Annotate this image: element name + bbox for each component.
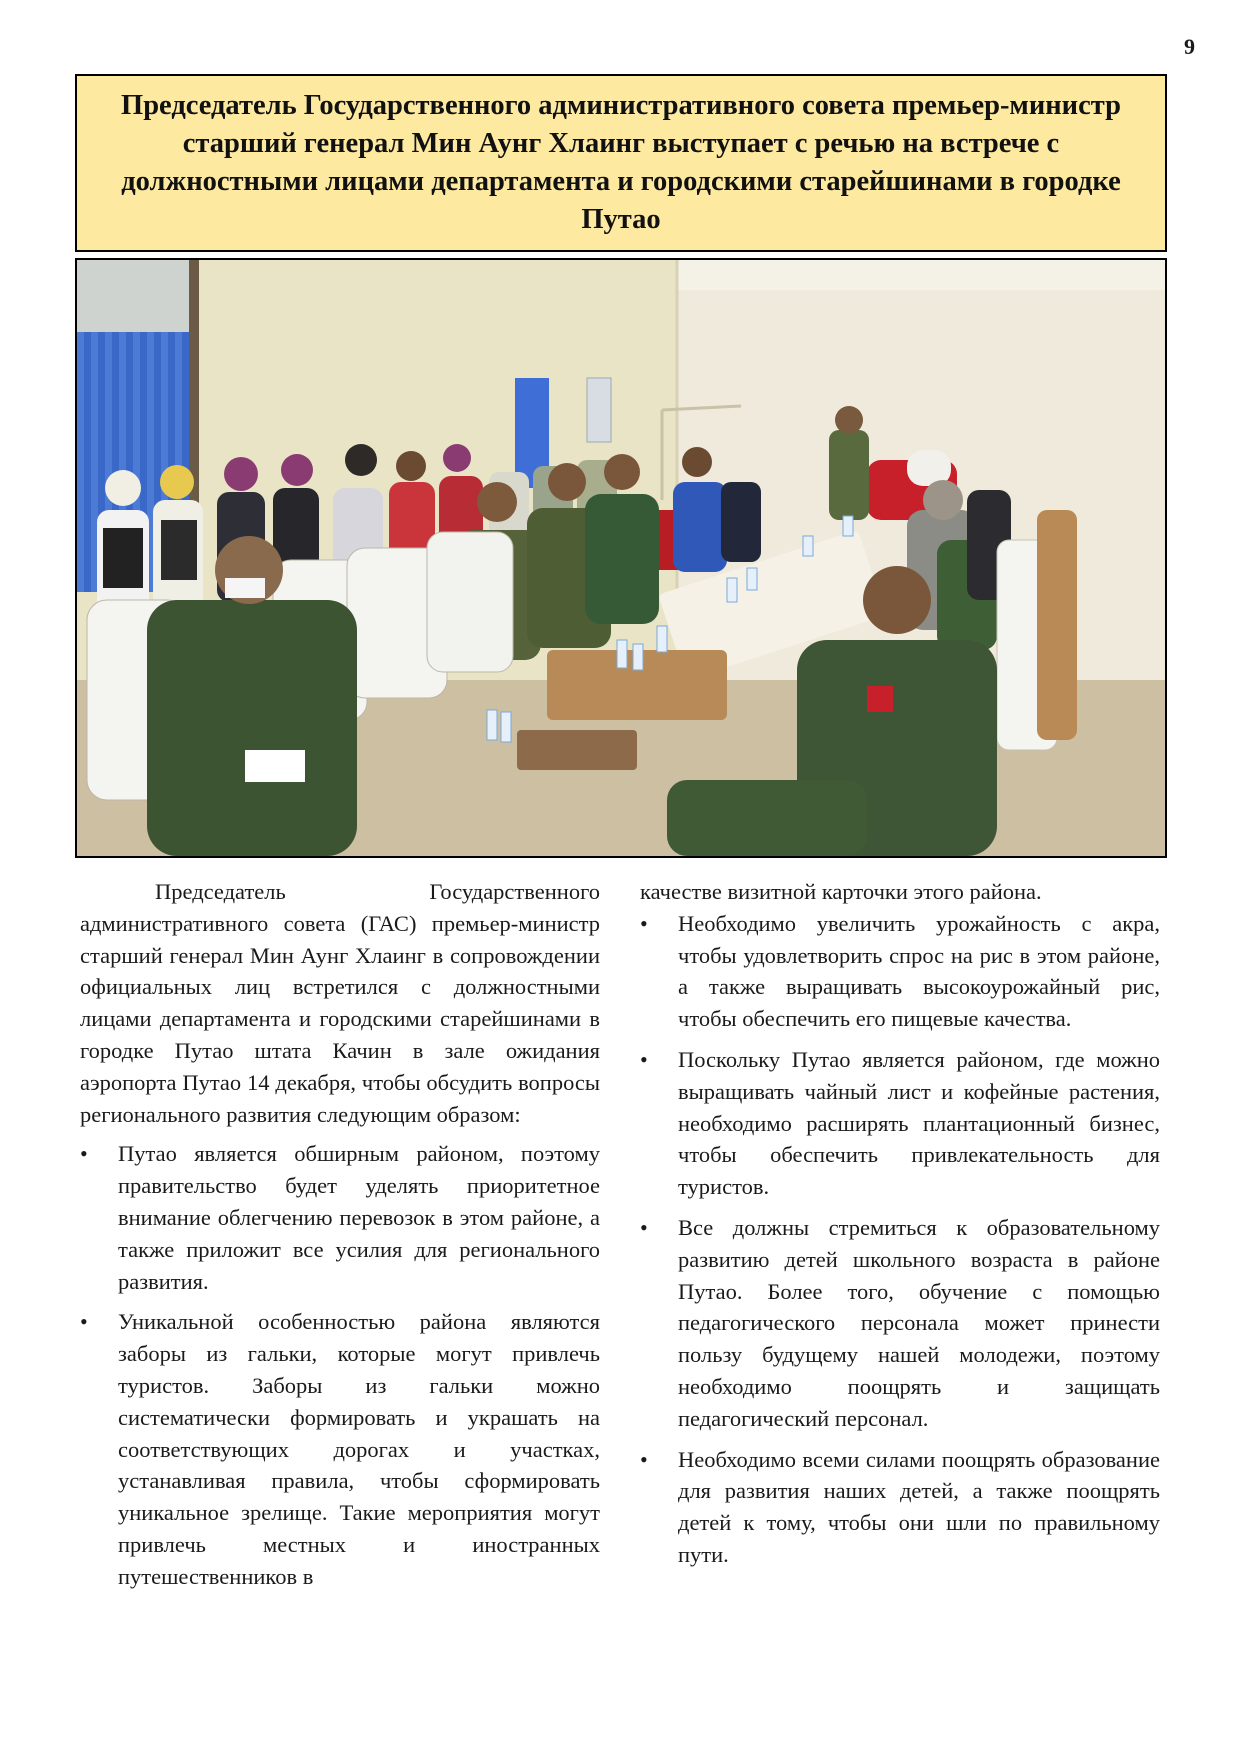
right-column <box>640 876 1160 1580</box>
meeting-photo-illustration <box>77 260 1165 856</box>
bullet-item: • Уникальной особенностью района являются заборы из гальки, которые могут привлечь туристов. Заборы из гальки можно систематически формировать и украшать на соответствующих дорогах и участках, устанавливая правила, чтобы сформировать уникальное зрелище. Такие мероприятия могут привлечь местных и иностранных путешественников в <box>80 1306 600 1592</box>
bullet-item: • Необходимо всеми силами поощрять образование для развития наших детей, а также поощрять детей к тому, чтобы они шли по правильному пути. <box>640 1444 1160 1571</box>
bullet-item: • Поскольку Путао является районом, где можно выращивать чайный лист и кофейные растения, необходимо расширять плантационный бизнес, чтобы обеспечить привлекательность для туристов. <box>640 1044 1160 1203</box>
title-box <box>75 74 1167 252</box>
right-bullet-list <box>640 908 1160 1571</box>
page-number: 9 <box>1184 34 1195 59</box>
left-column <box>80 876 600 1602</box>
bullet-item: • Путао является обширным районом, поэтому правительство будет уделять приоритетное внимание облегчению перевозок в этом районе, а также приложит все усилия для регионального развития. <box>80 1138 600 1297</box>
intro-paragraph: Председатель Государственного административного совета (ГАС) премьер-министр старший генерал Мин Аунг Хлаинг в сопровождении официальных лиц встретился с должностными лицами департамента и городскими старейшинами в городке Путао штата Качин в зале ожидания аэропорта Путао 14 декабря, чтобы обсудить вопросы регионального развития следующим образом: <box>80 879 600 1127</box>
article-title: Председатель Государственного административного совета премьер-министр старший генерал Мин Аунг Хлаинг выступает с речью на встрече с должностными лицами департамента и городскими старейшинами в городке Путао <box>121 90 1121 235</box>
bullet-item: • Все должны стремиться к образовательному развитию детей школьного возраста в районе Путао. Более того, обучение с помощью педагогического персонала может принести пользу будущему нашей молодежи, поэтому необходимо поощрять и защищать педагогический персонал. <box>640 1212 1160 1435</box>
continuation-text: качестве визитной карточки этого района. <box>640 879 1042 904</box>
left-bullet-list <box>80 1138 600 1592</box>
meeting-photo <box>75 258 1167 858</box>
bullet-item: • Необходимо увеличить урожайность с акра, чтобы удовлетворить спрос на рис в этом районе, а также выращивать высокоурожайный рис, чтобы обеспечить его пищевые качества. <box>640 908 1160 1035</box>
